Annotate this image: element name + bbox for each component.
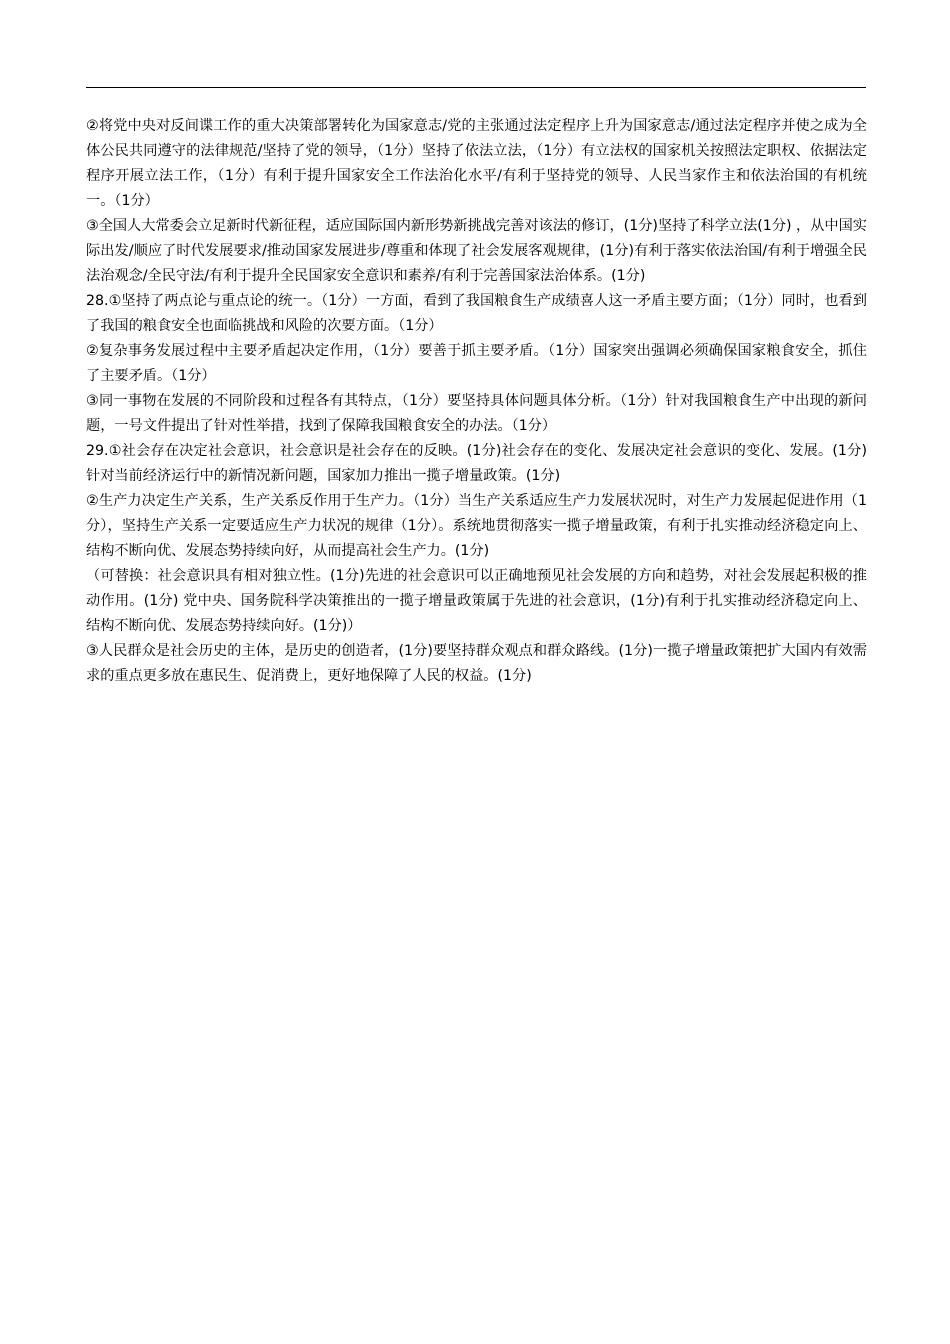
answer-paragraph-28-3: ③同一事物在发展的不同阶段和过程各有其特点，（1分）要坚持具体问题具体分析。（1分）针对我国粮食生产中出现的新问题，一号文件提出了针对性举措，找到了保障我国粮食安全的办法。（1分） [86, 393, 867, 434]
answer-paragraph-29-2: ②生产力决定生产关系，生产关系反作用于生产力。（1分）当生产关系适应生产力发展状况时，对生产力发展起促进作用（1分），坚持生产关系一定要适应生产力状况的规律（1分）。系统地贯彻落实一揽子增量政策，有利于扎实推动经济稳定向上、结构不断向优、发展态势持续向好，从而提高社会生产力。(1分) [86, 493, 867, 559]
header-rule [86, 87, 866, 88]
answer-paragraph-29-alt: （可替换：社会意识具有相对独立性。(1分)先进的社会意识可以正确地预见社会发展的方向和趋势，对社会发展起积极的推动作用。(1分) 党中央、国务院科学决策推出的一揽子增量政策属于先进的社会意识，(1分)有利于扎实推动经济稳定向上、结构不断向优、发展态势持续向好。(1分)） [86, 568, 867, 634]
answer-paragraph-27-3: ③全国人大常委会立足新时代新征程，适应国际国内新形势新挑战完善对该法的修订，(1分)坚持了科学立法(1分) ，从中国实际出发/顺应了时代发展要求/推动国家发展进步/尊重和体现了社会发展客观规律，(1分)有利于落实依法治国/有利于增强全民法治观念/全民守法/有利于提升全民国家安全意识和素养/有利于完善国家法治体系。(1分) [86, 218, 867, 284]
answer-content [86, 114, 867, 689]
answer-paragraph-29-3: ③人民群众是社会历史的主体，是历史的创造者，(1分)要坚持群众观点和群众路线。(1分)一揽子增量政策把扩大国内有效需求的重点更多放在惠民生、促消费上，更好地保障了人民的权益。(1分) [86, 643, 867, 684]
answer-paragraph-28-2: ②复杂事务发展过程中主要矛盾起决定作用，（1分）要善于抓主要矛盾。（1分）国家突出强调必须确保国家粮食安全，抓住了主要矛盾。（1分） [86, 343, 867, 384]
answer-paragraph-29-1: 29.①社会存在决定社会意识，社会意识是社会存在的反映。(1分)社会存在的变化、发展决定社会意识的变化、发展。(1分)针对当前经济运行中的新情况新问题，国家加力推出一揽子增量政策。(1分) [86, 443, 867, 484]
answer-paragraph-28-1: 28.①坚持了两点论与重点论的统一。（1分）一方面，看到了我国粮食生产成绩喜人这一矛盾主要方面；（1分）同时，也看到了我国的粮食安全也面临挑战和风险的次要方面。（1分） [86, 293, 867, 334]
answer-paragraph-27-2: ②将党中央对反间谍工作的重大决策部署转化为国家意志/党的主张通过法定程序上升为国家意志/通过法定程序并使之成为全体公民共同遵守的法律规范/坚持了党的领导，（1分）坚持了依法立法，（1分）有立法权的国家机关按照法定职权、依据法定程序开展立法工作，（1分）有利于提升国家安全工作法治化水平/有利于坚持党的领导、人民当家作主和依法治国的有机统一。（1分） [86, 118, 867, 209]
